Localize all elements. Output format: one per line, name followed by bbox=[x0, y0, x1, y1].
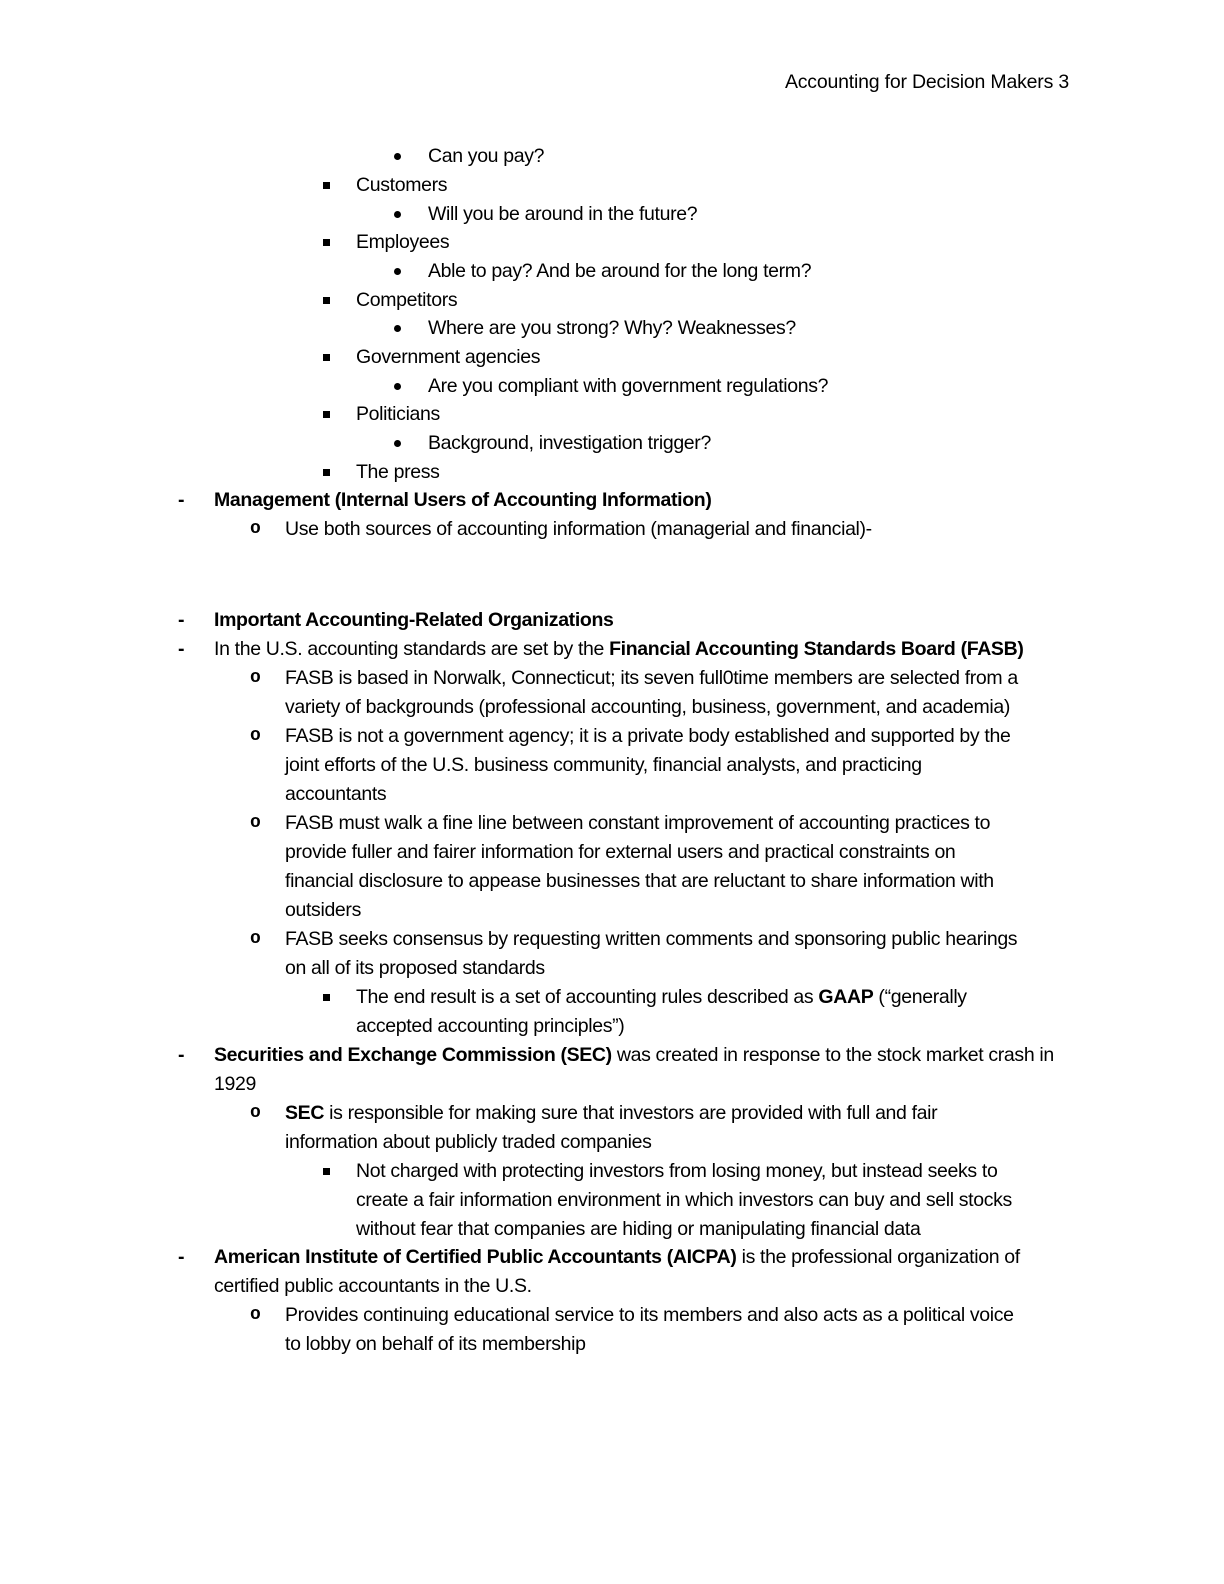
bullet-dot-icon bbox=[394, 440, 401, 447]
bullet-dot-icon bbox=[394, 383, 401, 390]
list-item: Employees bbox=[356, 228, 449, 257]
list-item: Where are you strong? Why? Weaknesses? bbox=[428, 314, 796, 343]
list-item-continuation: outsiders bbox=[285, 899, 361, 921]
bullet-square-icon bbox=[323, 469, 330, 476]
list-item: - In the U.S. accounting standards are set by the Financial Accounting Standards Board (FASB) bbox=[214, 635, 1023, 664]
list-item-continuation: financial disclosure to appease businesses that are reluctant to share information with bbox=[285, 870, 994, 892]
list-item: Will you be around in the future? bbox=[428, 200, 697, 229]
list-item: - Securities and Exchange Commission (SEC) was created in response to the stock market crash in bbox=[214, 1041, 1054, 1070]
list-item: Background, investigation trigger? bbox=[428, 429, 711, 458]
list-item: Are you compliant with government regulations? bbox=[428, 372, 828, 401]
bullet-circle-o-icon: o bbox=[250, 668, 261, 688]
list-item: Customers bbox=[356, 171, 447, 200]
list-item: o FASB must walk a fine line between constant improvement of accounting practices to bbox=[285, 809, 990, 838]
list-item-continuation: accepted accounting principles”) bbox=[356, 1015, 625, 1037]
bullet-dot-icon bbox=[394, 211, 401, 218]
list-item: o FASB is not a government agency; it is a private body established and supported by the bbox=[285, 722, 1010, 751]
section-heading: - Management (Internal Users of Accounting Information) bbox=[214, 486, 712, 515]
bullet-circle-o-icon: o bbox=[250, 929, 261, 949]
bullet-dot-icon bbox=[394, 268, 401, 275]
list-item: o Use both sources of accounting information (managerial and financial)- bbox=[285, 515, 872, 544]
bullet-circle-o-icon: o bbox=[250, 519, 261, 539]
bullet-square-icon bbox=[323, 239, 330, 246]
list-item: o SEC is responsible for making sure that investors are provided with full and fair bbox=[285, 1099, 937, 1128]
bullet-square-icon bbox=[323, 354, 330, 361]
bullet-square-icon bbox=[323, 411, 330, 418]
bullet-square-icon bbox=[323, 994, 330, 1001]
bullet-square-icon bbox=[323, 182, 330, 189]
bullet-circle-o-icon: o bbox=[250, 726, 261, 746]
list-item: The end result is a set of accounting rules described as GAAP (“generally bbox=[356, 983, 967, 1012]
bullet-dash-icon: - bbox=[178, 1246, 185, 1268]
list-item-continuation: without fear that companies are hiding or manipulating financial data bbox=[356, 1218, 921, 1240]
list-item: Able to pay? And be around for the long term? bbox=[428, 257, 811, 286]
bullet-dot-icon bbox=[394, 153, 401, 160]
list-item: o FASB seeks consensus by requesting written comments and sponsoring public hearings bbox=[285, 925, 1017, 954]
list-item: o Provides continuing educational service to its members and also acts as a political voice bbox=[285, 1301, 1014, 1330]
bullet-dash-icon: - bbox=[178, 638, 185, 660]
list-item-continuation: 1929 bbox=[214, 1073, 256, 1095]
list-item: The press bbox=[356, 458, 440, 487]
section-heading: - Important Accounting-Related Organizations bbox=[214, 606, 614, 635]
bullet-dot-icon bbox=[394, 325, 401, 332]
bullet-dash-icon: - bbox=[178, 609, 185, 631]
list-item: Politicians bbox=[356, 400, 440, 429]
bullet-square-icon bbox=[323, 1168, 330, 1175]
list-item-continuation: to lobby on behalf of its membership bbox=[285, 1333, 586, 1355]
page-header: Accounting for Decision Makers 3 bbox=[784, 71, 1069, 93]
list-item: Government agencies bbox=[356, 343, 540, 372]
list-item-continuation: provide fuller and fairer information for external users and practical constraints on bbox=[285, 841, 956, 863]
list-item: Competitors bbox=[356, 286, 457, 315]
list-item: Can you pay? bbox=[428, 142, 544, 171]
bullet-circle-o-icon: o bbox=[250, 813, 261, 833]
list-item-continuation: variety of backgrounds (professional accounting, business, government, and academia) bbox=[285, 696, 1011, 718]
list-item-continuation: certified public accountants in the U.S. bbox=[214, 1275, 532, 1297]
list-item: o FASB is based in Norwalk, Connecticut; its seven full0time members are selected from a bbox=[285, 664, 1018, 693]
bullet-square-icon bbox=[323, 297, 330, 304]
list-item-continuation: joint efforts of the U.S. business community, financial analysts, and practicing bbox=[285, 754, 922, 776]
bullet-circle-o-icon: o bbox=[250, 1305, 261, 1325]
bullet-dash-icon: - bbox=[178, 489, 185, 511]
list-item-continuation: on all of its proposed standards bbox=[285, 957, 545, 979]
list-item-continuation: information about publicly traded companies bbox=[285, 1131, 652, 1153]
list-item-continuation: create a fair information environment in which investors can buy and sell stocks bbox=[356, 1189, 1012, 1211]
bullet-dash-icon: - bbox=[178, 1044, 185, 1066]
list-item: - American Institute of Certified Public Accountants (AICPA) is the professional organization of bbox=[214, 1243, 1020, 1272]
bullet-circle-o-icon: o bbox=[250, 1103, 261, 1123]
list-item-continuation: accountants bbox=[285, 783, 387, 805]
list-item: Not charged with protecting investors from losing money, but instead seeks to bbox=[356, 1157, 997, 1186]
